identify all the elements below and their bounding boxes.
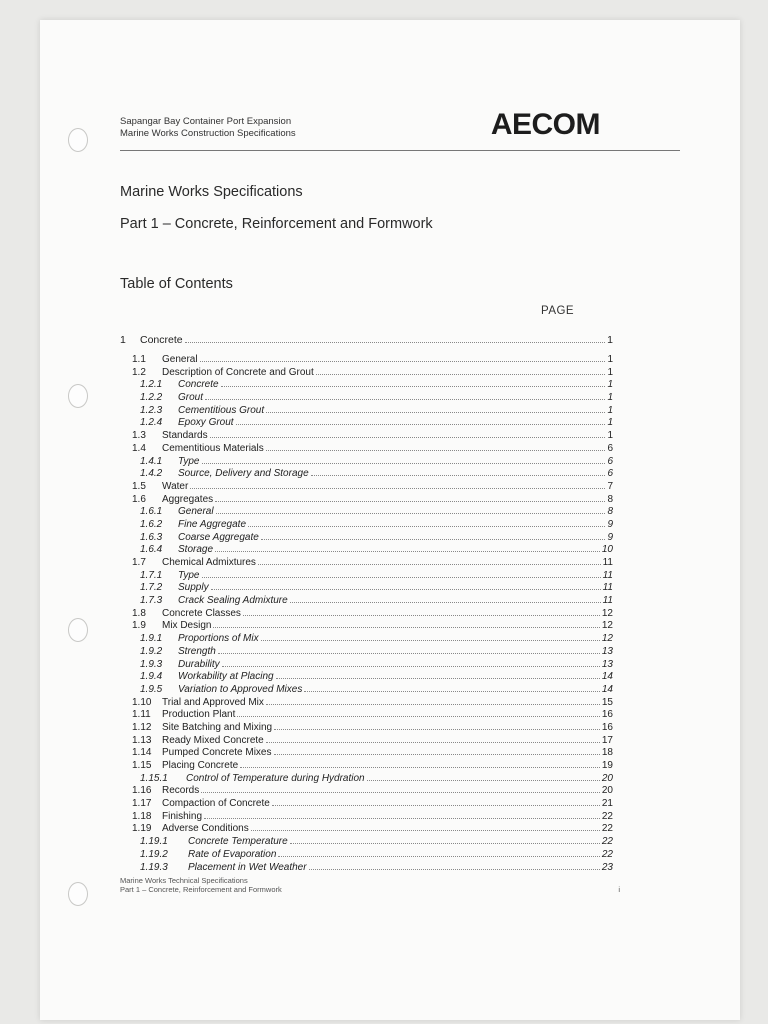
toc-entry[interactable] bbox=[120, 684, 613, 697]
table-of-contents bbox=[120, 333, 613, 874]
toc-entry-title: Workability at Placing bbox=[178, 671, 274, 683]
toc-entry-page: 13 bbox=[601, 658, 613, 670]
toc-dot-leader bbox=[210, 437, 606, 438]
toc-entry[interactable] bbox=[120, 392, 613, 405]
toc-entry-title: Concrete bbox=[140, 334, 183, 346]
toc-entry-number: 1.11 bbox=[132, 709, 151, 721]
toc-entry-title: Chemical Admixtures bbox=[162, 557, 256, 568]
toc-entry-number: 1.6.4 bbox=[140, 544, 163, 556]
toc-entry[interactable] bbox=[120, 811, 613, 824]
toc-entry-title: Rate of Evaporation bbox=[188, 848, 277, 860]
toc-entry-page: 22 bbox=[601, 836, 613, 848]
toc-entry-number: 1.9 bbox=[132, 620, 146, 632]
toc-entry-number: 1.2.1 bbox=[140, 379, 163, 391]
toc-entry-number: 1.4.1 bbox=[140, 455, 163, 467]
toc-entry-page: 8 bbox=[607, 493, 613, 505]
toc-entry-title: Source, Delivery and Storage bbox=[178, 468, 309, 480]
toc-entry-page: 14 bbox=[601, 671, 613, 683]
toc-entry-number: 1.2.3 bbox=[140, 404, 163, 416]
toc-entry-page: 18 bbox=[601, 747, 613, 759]
toc-entry[interactable] bbox=[120, 836, 613, 849]
toc-dot-leader bbox=[211, 589, 601, 590]
toc-dot-leader bbox=[266, 742, 600, 743]
toc-entry[interactable] bbox=[120, 697, 613, 710]
header-text bbox=[120, 116, 296, 140]
toc-entry[interactable] bbox=[120, 709, 613, 722]
toc-dot-leader bbox=[215, 551, 600, 552]
toc-entry-page: 22 bbox=[601, 848, 613, 860]
toc-entry-number: 1 bbox=[120, 334, 126, 346]
toc-entry-page: 7 bbox=[607, 480, 613, 492]
toc-entry-title: Proportions of Mix bbox=[178, 633, 259, 645]
toc-entry-title: Coarse Aggregate bbox=[178, 531, 259, 543]
toc-dot-leader bbox=[221, 386, 606, 387]
toc-entry-page: 1 bbox=[607, 354, 613, 365]
toc-entry-page: 19 bbox=[601, 760, 613, 771]
toc-entry-title: Mix Design bbox=[162, 620, 212, 632]
document-title: Marine Works Specifications bbox=[120, 184, 303, 200]
toc-entry-title: Strength bbox=[178, 645, 216, 657]
toc-entry-title: Type bbox=[178, 455, 200, 467]
toc-entry-title: Storage bbox=[178, 544, 214, 556]
toc-entry[interactable] bbox=[120, 443, 613, 456]
toc-entry-title: Water bbox=[162, 480, 189, 492]
toc-entry-number: 1.1 bbox=[132, 354, 146, 365]
toc-entry[interactable] bbox=[120, 849, 613, 862]
toc-entry[interactable] bbox=[120, 379, 613, 392]
toc-dot-leader bbox=[190, 488, 605, 489]
toc-entry-title: General bbox=[178, 506, 214, 518]
toc-entry-page: 22 bbox=[601, 823, 613, 835]
toc-entry[interactable] bbox=[120, 659, 613, 672]
toc-entry[interactable] bbox=[120, 747, 613, 760]
punch-hole bbox=[68, 384, 88, 408]
document-footer bbox=[120, 876, 620, 894]
toc-dot-leader bbox=[213, 627, 599, 628]
toc-dot-leader bbox=[266, 412, 605, 413]
toc-entry-page: 1 bbox=[607, 392, 613, 404]
toc-dot-leader bbox=[251, 830, 600, 831]
toc-entry-number: 1.2 bbox=[132, 366, 146, 378]
header-spec-name: Marine Works Construction Specifications bbox=[120, 128, 296, 139]
toc-entry-page: 11 bbox=[602, 569, 613, 581]
toc-entry-page: 20 bbox=[601, 785, 613, 797]
toc-entry-title: Supply bbox=[178, 582, 209, 594]
toc-entry-number: 1.6.2 bbox=[140, 518, 163, 530]
toc-entry-title: Fine Aggregate bbox=[178, 518, 247, 530]
toc-entry[interactable] bbox=[120, 633, 613, 646]
toc-dot-leader bbox=[248, 526, 605, 527]
toc-entry-page: 1 bbox=[607, 334, 613, 346]
toc-entry-page: 13 bbox=[601, 645, 613, 657]
toc-entry[interactable] bbox=[120, 773, 613, 786]
toc-entry-page: 12 bbox=[601, 620, 613, 632]
toc-entry-page: 6 bbox=[607, 442, 613, 454]
toc-entry-number: 1.7.3 bbox=[140, 595, 163, 607]
toc-dot-leader bbox=[240, 767, 600, 768]
toc-entry[interactable] bbox=[120, 582, 613, 595]
toc-entry-number: 1.9.5 bbox=[140, 683, 163, 695]
toc-entry[interactable] bbox=[120, 405, 613, 418]
toc-entry-page: 11 bbox=[602, 595, 613, 607]
toc-entry[interactable] bbox=[120, 519, 613, 532]
toc-entry-number: 1.6 bbox=[132, 493, 146, 505]
toc-entry-number: 1.2.2 bbox=[140, 392, 163, 404]
toc-entry-number: 1.7.2 bbox=[140, 582, 163, 594]
punch-hole bbox=[68, 128, 88, 152]
toc-entry-number: 1.18 bbox=[132, 810, 152, 822]
toc-dot-leader bbox=[309, 869, 600, 870]
toc-dot-leader bbox=[236, 424, 606, 425]
toc-entry[interactable] bbox=[120, 862, 613, 875]
toc-entry-number: 1.7.1 bbox=[140, 569, 163, 581]
toc-entry[interactable] bbox=[120, 785, 613, 798]
toc-entry-title: Placement in Wet Weather bbox=[188, 861, 307, 873]
toc-entry[interactable] bbox=[120, 544, 613, 557]
toc-entry-number: 1.4.2 bbox=[140, 468, 163, 480]
toc-entry-title: Finishing bbox=[162, 810, 203, 822]
toc-entry-number: 1.5 bbox=[132, 480, 146, 492]
toc-entry-title: Adverse Conditions bbox=[162, 823, 249, 835]
punch-hole bbox=[68, 882, 88, 906]
toc-entry[interactable] bbox=[120, 494, 613, 507]
toc-entry-page: 1 bbox=[607, 379, 613, 391]
toc-heading: Table of Contents bbox=[120, 276, 233, 292]
toc-entry[interactable] bbox=[120, 798, 613, 811]
footer-line-1: Marine Works Technical Specifications bbox=[120, 876, 248, 885]
toc-entry-page: 11 bbox=[602, 582, 613, 594]
toc-entry[interactable] bbox=[120, 367, 613, 380]
toc-dot-leader bbox=[276, 678, 600, 679]
toc-entry-number: 1.15 bbox=[132, 760, 152, 771]
toc-entry[interactable] bbox=[120, 468, 613, 481]
toc-entry-number: 1.8 bbox=[132, 607, 146, 619]
toc-dot-leader bbox=[258, 564, 601, 565]
toc-entry-page: 10 bbox=[601, 544, 613, 556]
toc-dot-leader bbox=[205, 399, 605, 400]
toc-dot-leader bbox=[311, 475, 606, 476]
toc-dot-leader bbox=[215, 501, 605, 502]
toc-entry-title: Crack Sealing Admixture bbox=[178, 595, 288, 607]
toc-entry[interactable] bbox=[120, 722, 613, 735]
toc-dot-leader bbox=[216, 513, 606, 514]
toc-entry-number: 1.9.4 bbox=[140, 671, 163, 683]
toc-entry[interactable] bbox=[120, 570, 613, 583]
header-project-name: Sapangar Bay Container Port Expansion bbox=[120, 116, 292, 127]
toc-dot-leader bbox=[290, 843, 600, 844]
toc-entry[interactable] bbox=[120, 646, 613, 659]
toc-entry[interactable] bbox=[120, 608, 613, 621]
toc-entry-title: Aggregates bbox=[162, 493, 214, 505]
toc-entry-page: 17 bbox=[601, 734, 613, 746]
toc-dot-leader bbox=[274, 754, 600, 755]
toc-entry-number: 1.3 bbox=[132, 430, 146, 442]
punch-hole bbox=[68, 618, 88, 642]
toc-entry[interactable] bbox=[120, 333, 613, 354]
toc-dot-leader bbox=[316, 374, 606, 375]
toc-entry[interactable] bbox=[120, 595, 613, 608]
toc-dot-leader bbox=[218, 653, 600, 654]
toc-entry-page: 1 bbox=[607, 417, 613, 429]
toc-dot-leader bbox=[304, 691, 600, 692]
toc-entry-page: 9 bbox=[607, 518, 613, 530]
toc-entry-title: Concrete Classes bbox=[162, 607, 241, 619]
toc-entry-title: Cementitious Materials bbox=[162, 442, 264, 454]
footer-line-2: Part 1 – Concrete, Reinforcement and Formwork bbox=[120, 885, 282, 894]
toc-entry-number: 1.7 bbox=[132, 557, 146, 568]
toc-entry-number: 1.9.2 bbox=[140, 645, 163, 657]
toc-entry-number: 1.6.3 bbox=[140, 531, 163, 543]
toc-entry-number: 1.4 bbox=[132, 442, 146, 454]
toc-entry-title: Description of Concrete and Grout bbox=[162, 366, 314, 378]
toc-dot-leader bbox=[266, 450, 606, 451]
toc-entry-title: Production Plant bbox=[162, 709, 236, 721]
toc-entry[interactable] bbox=[120, 354, 613, 367]
toc-entry-number: 1.2.4 bbox=[140, 417, 163, 429]
toc-entry[interactable] bbox=[120, 417, 613, 430]
toc-dot-leader bbox=[204, 818, 600, 819]
toc-dot-leader bbox=[274, 729, 600, 730]
toc-entry-number: 1.19.2 bbox=[140, 848, 168, 860]
toc-entry-page: 16 bbox=[601, 721, 613, 733]
toc-entry-title: Epoxy Grout bbox=[178, 417, 234, 429]
toc-entry-title: Grout bbox=[178, 392, 204, 404]
toc-dot-leader bbox=[272, 805, 600, 806]
footer-page-number: i bbox=[618, 885, 620, 894]
toc-entry-title: Concrete Temperature bbox=[188, 836, 288, 848]
toc-entry-page: 8 bbox=[607, 506, 613, 518]
toc-entry-number: 1.9.3 bbox=[140, 658, 163, 670]
toc-entry-number: 1.19.3 bbox=[140, 861, 168, 873]
toc-dot-leader bbox=[261, 539, 606, 540]
toc-entry-page: 1 bbox=[607, 430, 613, 442]
toc-entry-title: Trial and Approved Mix bbox=[162, 696, 264, 708]
toc-entry-title: Ready Mixed Concrete bbox=[162, 734, 264, 746]
toc-entry-title: Variation to Approved Mixes bbox=[178, 683, 303, 695]
document-header bbox=[120, 108, 680, 160]
toc-dot-leader bbox=[202, 577, 601, 578]
toc-entry-title: Concrete bbox=[178, 379, 219, 391]
toc-dot-leader bbox=[222, 666, 600, 667]
toc-entry[interactable] bbox=[120, 506, 613, 519]
toc-entry-number: 1.15.1 bbox=[140, 772, 168, 784]
toc-entry-page: 12 bbox=[601, 633, 613, 645]
toc-entry-page: 22 bbox=[601, 810, 613, 822]
toc-entry-page: 20 bbox=[601, 772, 613, 784]
toc-entry-title: Cementitious Grout bbox=[178, 404, 265, 416]
toc-entry-page: 6 bbox=[607, 468, 613, 480]
toc-entry-title: General bbox=[162, 354, 198, 365]
toc-entry-page: 14 bbox=[601, 683, 613, 695]
toc-entry-number: 1.16 bbox=[132, 785, 152, 797]
toc-entry-page: 1 bbox=[607, 366, 613, 378]
toc-entry-page: 15 bbox=[601, 696, 613, 708]
toc-entry[interactable] bbox=[120, 823, 613, 836]
toc-entry-page: 6 bbox=[607, 455, 613, 467]
toc-entry-page: 16 bbox=[601, 709, 613, 721]
toc-entry-title: Site Batching and Mixing bbox=[162, 721, 273, 733]
toc-dot-leader bbox=[201, 792, 600, 793]
toc-entry-title: Durability bbox=[178, 658, 220, 670]
toc-dot-leader bbox=[261, 640, 600, 641]
toc-entry-title: Type bbox=[178, 569, 200, 581]
toc-entry[interactable] bbox=[120, 735, 613, 748]
document-subtitle: Part 1 – Concrete, Reinforcement and Formwork bbox=[120, 216, 433, 232]
toc-entry-number: 1.14 bbox=[132, 747, 152, 759]
toc-entry-number: 1.10 bbox=[132, 696, 152, 708]
toc-dot-leader bbox=[237, 716, 599, 717]
toc-entry-number: 1.17 bbox=[132, 798, 152, 810]
toc-entry-page: 9 bbox=[607, 531, 613, 543]
toc-entry-number: 1.19 bbox=[132, 823, 152, 835]
toc-entry-number: 1.19.1 bbox=[140, 836, 168, 848]
toc-entry-title: Standards bbox=[162, 430, 208, 442]
toc-dot-leader bbox=[266, 704, 600, 705]
toc-entry-title: Pumped Concrete Mixes bbox=[162, 747, 272, 759]
toc-entry[interactable] bbox=[120, 620, 613, 633]
toc-entry-title: Records bbox=[162, 785, 200, 797]
toc-dot-leader bbox=[290, 602, 601, 603]
toc-entry-number: 1.9.1 bbox=[140, 633, 163, 645]
toc-entry[interactable] bbox=[120, 481, 613, 494]
aecom-logo: AECOM bbox=[490, 108, 600, 141]
toc-entry-title: Control of Temperature during Hydration bbox=[186, 772, 365, 784]
toc-dot-leader bbox=[200, 361, 606, 362]
header-rule bbox=[120, 150, 680, 151]
toc-entry-title: Placing Concrete bbox=[162, 760, 239, 771]
toc-entry-title: Compaction of Concrete bbox=[162, 798, 270, 810]
toc-entry[interactable] bbox=[120, 532, 613, 545]
toc-entry-page: 23 bbox=[601, 861, 613, 873]
toc-dot-leader bbox=[243, 615, 600, 616]
toc-entry-number: 1.12 bbox=[132, 721, 152, 733]
page-column-label: PAGE bbox=[541, 305, 575, 317]
toc-dot-leader bbox=[278, 856, 599, 857]
toc-dot-leader bbox=[367, 780, 600, 781]
toc-dot-leader bbox=[202, 463, 606, 464]
toc-entry-number: 1.13 bbox=[132, 734, 152, 746]
toc-entry[interactable] bbox=[120, 430, 613, 443]
toc-entry-number: 1.6.1 bbox=[140, 506, 163, 518]
toc-entry-page: 1 bbox=[607, 404, 613, 416]
toc-entry[interactable] bbox=[120, 671, 613, 684]
toc-entry[interactable] bbox=[120, 760, 613, 773]
toc-entry-page: 21 bbox=[601, 798, 613, 810]
toc-entry[interactable] bbox=[120, 557, 613, 570]
toc-entry-page: 12 bbox=[601, 607, 613, 619]
toc-dot-leader bbox=[185, 342, 606, 343]
toc-entry-page: 11 bbox=[602, 557, 613, 568]
toc-entry[interactable] bbox=[120, 456, 613, 469]
